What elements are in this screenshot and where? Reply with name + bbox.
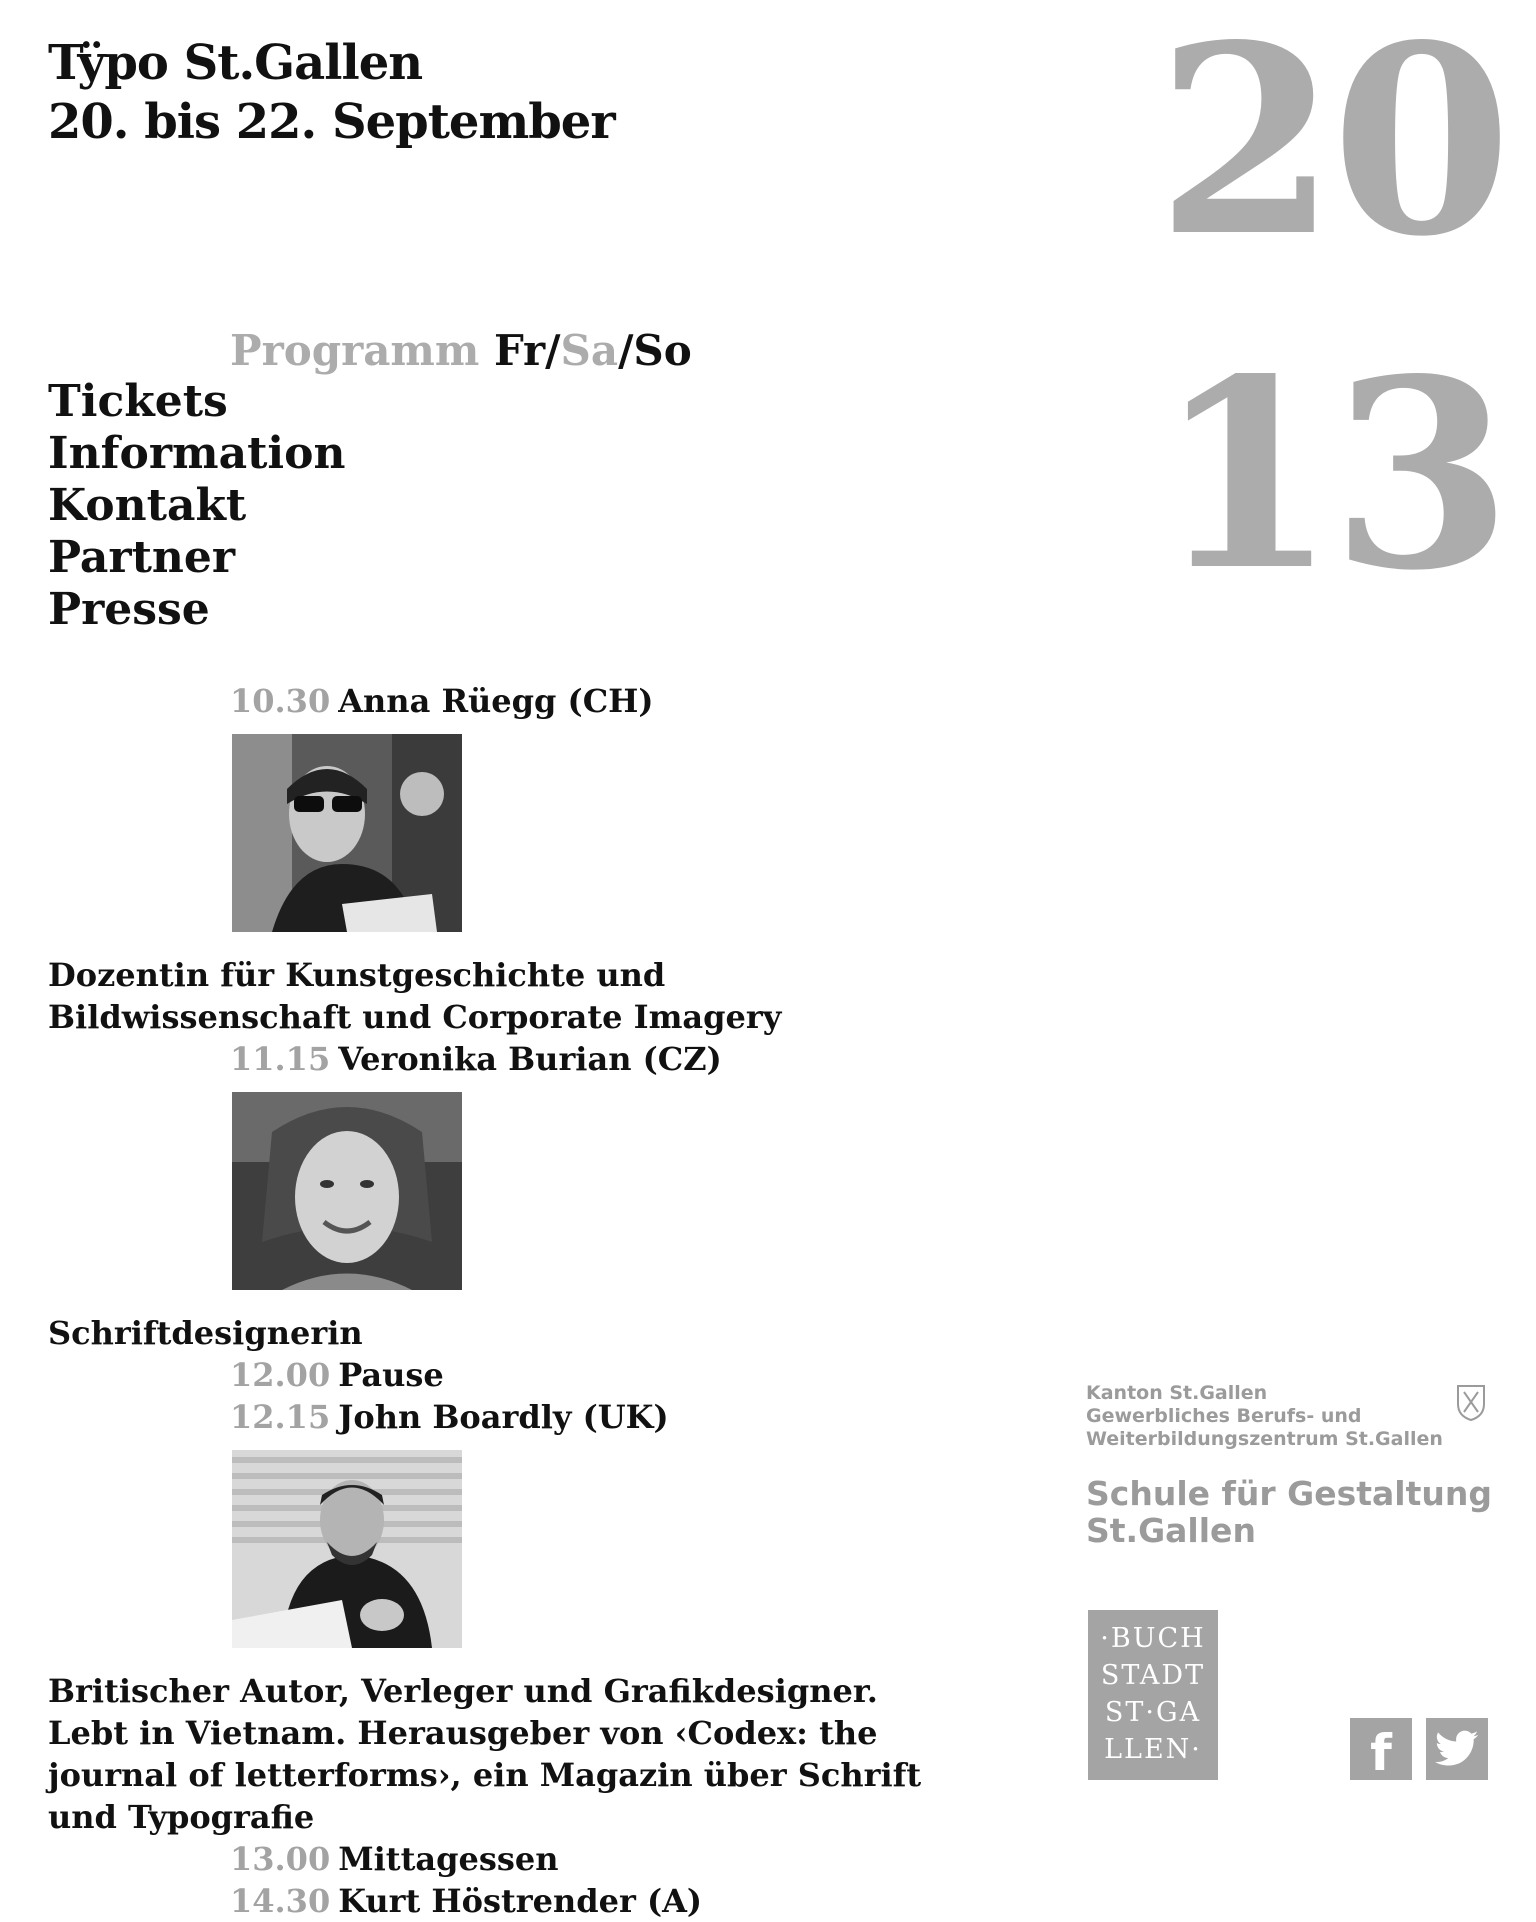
schedule-title: Mittagessen: [338, 1840, 559, 1878]
sponsor-logo[interactable]: [1086, 1382, 1506, 1549]
schedule-speaker[interactable]: John Boardly (UK): [338, 1398, 669, 1436]
nav-item-kontakt[interactable]: Kontakt: [48, 480, 247, 531]
schedule-time: 13.00: [230, 1840, 331, 1878]
tab-sunday[interactable]: So: [633, 326, 692, 375]
schedule-speaker[interactable]: Kurt Höstrender (A): [338, 1882, 703, 1920]
kanton-line: Kanton St.Gallen: [1086, 1382, 1268, 1404]
badge-line: ·BUCH: [1100, 1623, 1206, 1654]
schedule-item: [230, 1396, 948, 1438]
badge-line: ST·GA: [1104, 1697, 1202, 1728]
nav-item-partner[interactable]: Partner: [48, 532, 236, 583]
kanton-line: Weiterbildungszentrum St.Gallen: [1086, 1428, 1443, 1450]
program-day-tabs: [230, 326, 692, 375]
schedule-item: [230, 1838, 948, 1880]
school-name: [1086, 1475, 1506, 1549]
year-graphic-top: 20: [1156, 0, 1506, 294]
badge-line: LLEN·: [1104, 1734, 1202, 1765]
kanton-line: Gewerbliches Berufs- und: [1086, 1405, 1362, 1427]
school-name-line1: Schule für Gestaltung: [1086, 1474, 1492, 1513]
tab-friday[interactable]: Fr: [493, 326, 546, 375]
tab-separator: /: [618, 326, 634, 375]
schedule-list: [48, 680, 948, 1920]
schedule-time: 14.30: [230, 1882, 331, 1920]
schedule-time: 12.00: [230, 1356, 331, 1394]
twitter-button[interactable]: [1426, 1718, 1488, 1780]
nav-item-information[interactable]: Information: [48, 428, 346, 479]
buchstadt-logo[interactable]: [1088, 1610, 1218, 1780]
schedule-item: [230, 1880, 948, 1920]
schedule-speaker[interactable]: Veronika Burian (CZ): [338, 1040, 722, 1078]
schedule-item: [230, 1354, 948, 1396]
schedule-time: 12.15: [230, 1398, 331, 1436]
schedule-title: Pause: [338, 1356, 444, 1394]
speaker-description: Britischer Autor, Verleger und Grafikdesigner. Lebt in Vietnam. Herausgeber von ‹Codex: the journal of letterforms›, ein Magazin über Schrift und Typografie: [48, 1672, 922, 1836]
speaker-photo: [232, 734, 462, 932]
crest-icon: [1456, 1384, 1486, 1422]
speaker-description: Schriftdesignerin: [48, 1314, 363, 1352]
speaker-photo: [232, 1450, 462, 1648]
site-title[interactable]: [48, 34, 615, 152]
facebook-button[interactable]: [1350, 1718, 1412, 1780]
schedule-time: 10.30: [230, 682, 331, 720]
site-title-line1: Tÿpo St.Gallen: [48, 35, 423, 91]
nav-item-presse[interactable]: Presse: [48, 584, 210, 635]
year-graphic-bottom: 13: [1156, 323, 1506, 628]
twitter-icon: [1435, 1730, 1479, 1768]
schedule-item: [230, 680, 948, 722]
facebook-icon: f: [1370, 1724, 1392, 1782]
schedule-speaker[interactable]: Anna Rüegg (CH): [338, 682, 654, 720]
tab-saturday[interactable]: Sa: [560, 326, 619, 375]
main-nav: [48, 376, 345, 636]
speaker-description: Dozentin für Kunstgeschichte und Bildwissenschaft und Corporate Imagery: [48, 956, 782, 1036]
speaker-photo: [232, 1092, 462, 1290]
schedule-time: 11.15: [230, 1040, 331, 1078]
program-link[interactable]: Programm: [230, 326, 480, 375]
schedule-item: [230, 1038, 948, 1080]
tab-separator: /: [545, 326, 561, 375]
badge-line: STADT: [1100, 1660, 1206, 1691]
school-name-line2: St.Gallen: [1086, 1511, 1256, 1550]
site-title-dates: 20. bis 22. September: [48, 94, 615, 150]
nav-item-tickets[interactable]: Tickets: [48, 376, 228, 427]
